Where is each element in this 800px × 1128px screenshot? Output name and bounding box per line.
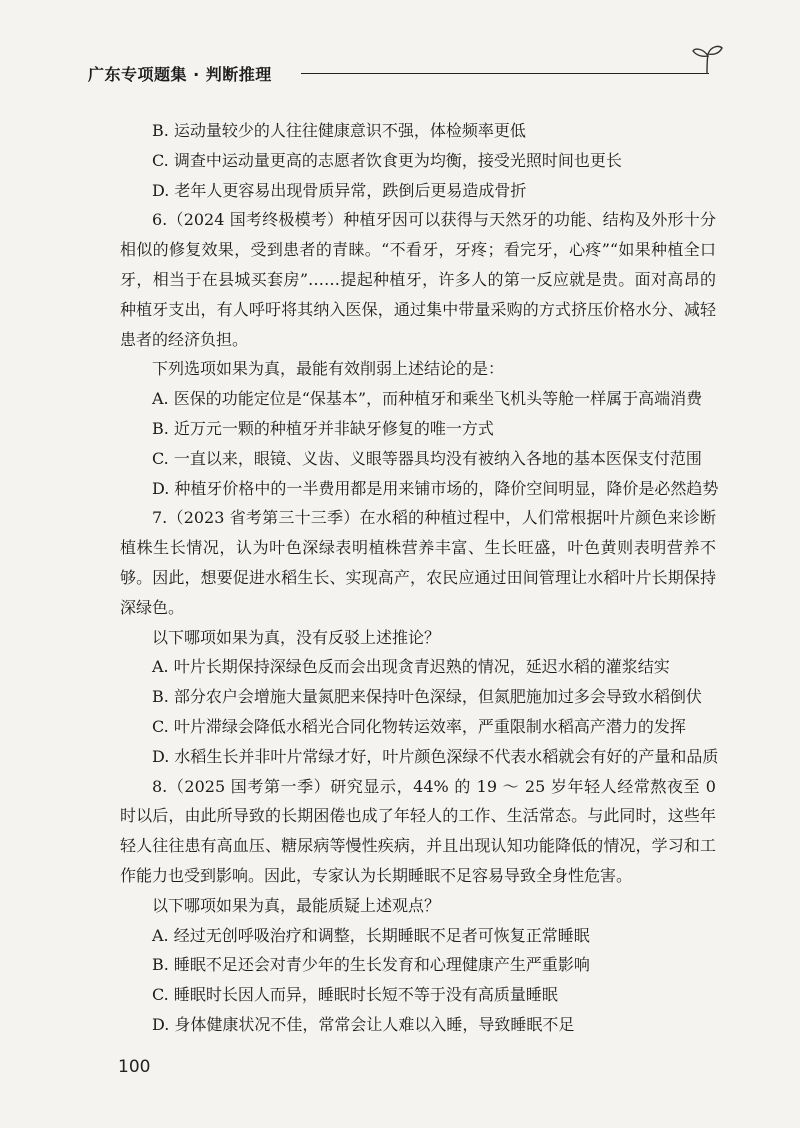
q7-option-c: C. 叶片滞绿会降低水稻光合同化物转运效率，严重限制水稻高产潜力的发挥 <box>152 716 686 736</box>
prev-option-c: C. 调查中运动量更高的志愿者饮食更为均衡，接受光照时间也更长 <box>152 150 622 170</box>
prev-option-b: B. 运动量较少的人往往健康意识不强，体检频率更低 <box>152 121 526 140</box>
page-body <box>120 116 719 1040</box>
q8-option-d: D. 身体健康状况不佳，常常会让人难以入睡，导致睡眠不足 <box>152 1014 575 1034</box>
q7-option-b: B. 部分农户会增施大量氮肥来保持叶色深绿，但氮肥施加过多会导致水稻倒伏 <box>152 687 702 707</box>
q7-stem: 7.（2023 省考第三十三季）在水稻的种植过程中，人们常根据叶片颜色来诊断植株生长情况，认为叶色深绿表明植株营养丰富、生长旺盛，叶色黄则表明营养不够。因此，想要促进水稻生长、实现高产，农民应通过田间管理让水稻叶片长期保持深绿色。 <box>120 508 716 617</box>
q6-option-a: A. 医保的功能定位是“保基本”，而种植牙和乘坐飞机头等舱一样属于高端消费 <box>152 389 703 409</box>
q6-question: 下列选项如果为真，最能有效削弱上述结论的是： <box>152 359 505 379</box>
header-rule <box>301 73 709 74</box>
prev-option-d: D. 老年人更容易出现骨质异常，跌倒后更易造成骨折 <box>152 180 527 200</box>
q6-option-b: B. 近万元一颗的种植牙并非缺牙修复的唯一方式 <box>152 418 494 438</box>
leaf-sprout-icon <box>689 42 725 78</box>
q8-question: 以下哪项如果为真，最能质疑上述观点？ <box>152 895 441 915</box>
q8-option-a: A. 经过无创呼吸治疗和调整，长期睡眠不足者可恢复正常睡眠 <box>152 925 590 945</box>
q7-option-a: A. 叶片长期保持深绿色反而会出现贪青迟熟的情况，延迟水稻的灌浆结实 <box>152 657 670 677</box>
q8-stem: 8.（2025 国考第一季）研究显示，44% 的 19 ～ 25 岁年轻人经常熬夜至 0 时以后，由此所导致的长期困倦也成了年轻人的工作、生活常态。与此同时，这些年轻人往往患有高血压、糖尿病等慢性疾病，并且出现认知功能降低的情况，学习和工作能力也受到影响。因此，专家认为长期睡眠不足容易导致全身性危害。 <box>120 776 716 885</box>
q6-option-d: D. 种植牙价格中的一半费用都是用来铺市场的，降价空间明显，降价是必然趋势 <box>152 478 719 498</box>
q7-question: 以下哪项如果为真，没有反驳上述推论？ <box>152 627 441 647</box>
q6-option-c: C. 一直以来，眼镜、义齿、义眼等器具均没有被纳入各地的基本医保支付范围 <box>152 448 702 468</box>
q8-option-b: B. 睡眠不足还会对青少年的生长发育和心理健康产生严重影响 <box>152 955 590 975</box>
q8-option-c: C. 睡眠时长因人而异，睡眠时长短不等于没有高质量睡眠 <box>152 985 558 1005</box>
q7-option-d: D. 水稻生长并非叶片常绿才好，叶片颜色深绿不代表水稻就会有好的产量和品质 <box>152 746 719 766</box>
page-number: 100 <box>118 1057 151 1077</box>
running-header <box>88 58 728 90</box>
book-section-title: 广东专项题集 · 判断推理 <box>88 65 272 84</box>
q6-stem: 6.（2024 国考终极模考）种植牙因可以获得与天然牙的功能、结构及外形十分相似的修复效果，受到患者的青睐。“不看牙，牙疼；看完牙，心疼”“如果种植全口牙，相当于在县城买套房”……提起种植牙，许多人的第一反应就是贵。面对高昂的种植牙支出，有人呼吁将其纳入医保，通过集中带量采购的方式挤压价格水分、减轻患者的经济负担。 <box>120 210 716 349</box>
